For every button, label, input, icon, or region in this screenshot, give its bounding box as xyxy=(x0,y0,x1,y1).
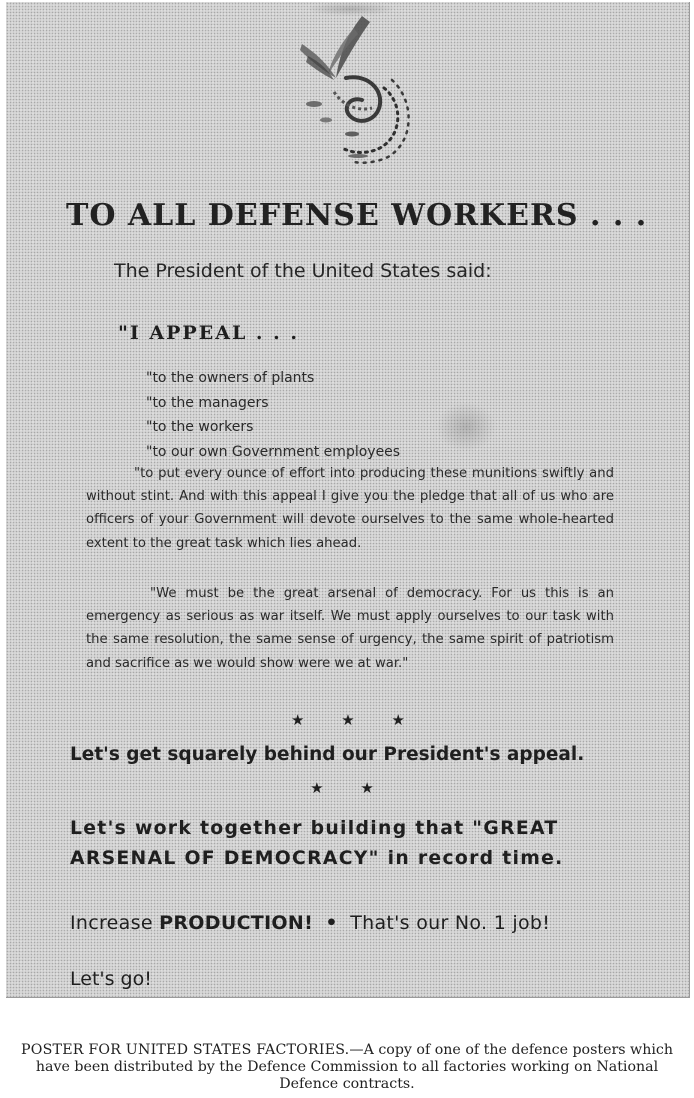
appeal-item: "to the owners of plants xyxy=(146,370,315,386)
appeal-list xyxy=(146,366,400,464)
defense-poster xyxy=(6,2,690,998)
intro-line: The President of the United States said: xyxy=(114,260,492,282)
quote-paragraph-1: "to put every ounce of effort into producing these munitions swiftly and without stint. And with this appeal I give you the pledge that all of us who are officers of your Government will devote ourselves to the same whole-hearted extent to the great task which lies ahead. xyxy=(86,466,614,551)
quote-paragraph-2: "We must be the great arsenal of democracy. For us this is an emergency as serious as war itself. We must apply ourselves to our task with the same resolution, the same sense of urgency, the same spirit of patriotism and sacrifice as we would show were we at war." xyxy=(86,586,614,671)
callout-lets-go: Let's go! xyxy=(70,968,152,990)
print-smudge xyxy=(436,402,496,452)
callout-arsenal: Let's work together building that "GREAT ARSENAL OF DEMOCRACY" in record time. xyxy=(70,818,564,869)
callout-president-appeal: Let's get squarely behind our President's appeal. xyxy=(70,744,585,765)
callout-production-prefix: Increase xyxy=(70,912,153,934)
callout-production-suffix: That's our No. 1 job! xyxy=(350,912,551,934)
callout-production xyxy=(70,912,550,934)
appeal-item: "to our own Government employees xyxy=(146,443,401,460)
print-smudge xyxy=(306,2,396,16)
photo-caption xyxy=(14,1042,680,1093)
bullet-separator: • xyxy=(325,912,338,934)
appeal-item: "to the workers xyxy=(146,419,254,435)
star-divider-2: ★ ★ xyxy=(310,779,390,797)
callout-production-emphasis: PRODUCTION! xyxy=(159,912,314,934)
appeal-heading: "I APPEAL . . . xyxy=(118,322,299,344)
caption-title: POSTER FOR UNITED STATES FACTORIES. xyxy=(21,1042,350,1058)
eagle-emblem-icon xyxy=(284,8,424,168)
caption-text: —A copy of one of the defence posters which have been distributed by the Defence Commission to all factories working on National Defence contracts. xyxy=(35,1042,673,1092)
star-divider-1: ★ ★ ★ xyxy=(291,711,421,729)
appeal-item: "to the managers xyxy=(146,394,269,411)
poster-headline: TO ALL DEFENSE WORKERS . . . xyxy=(66,198,648,233)
